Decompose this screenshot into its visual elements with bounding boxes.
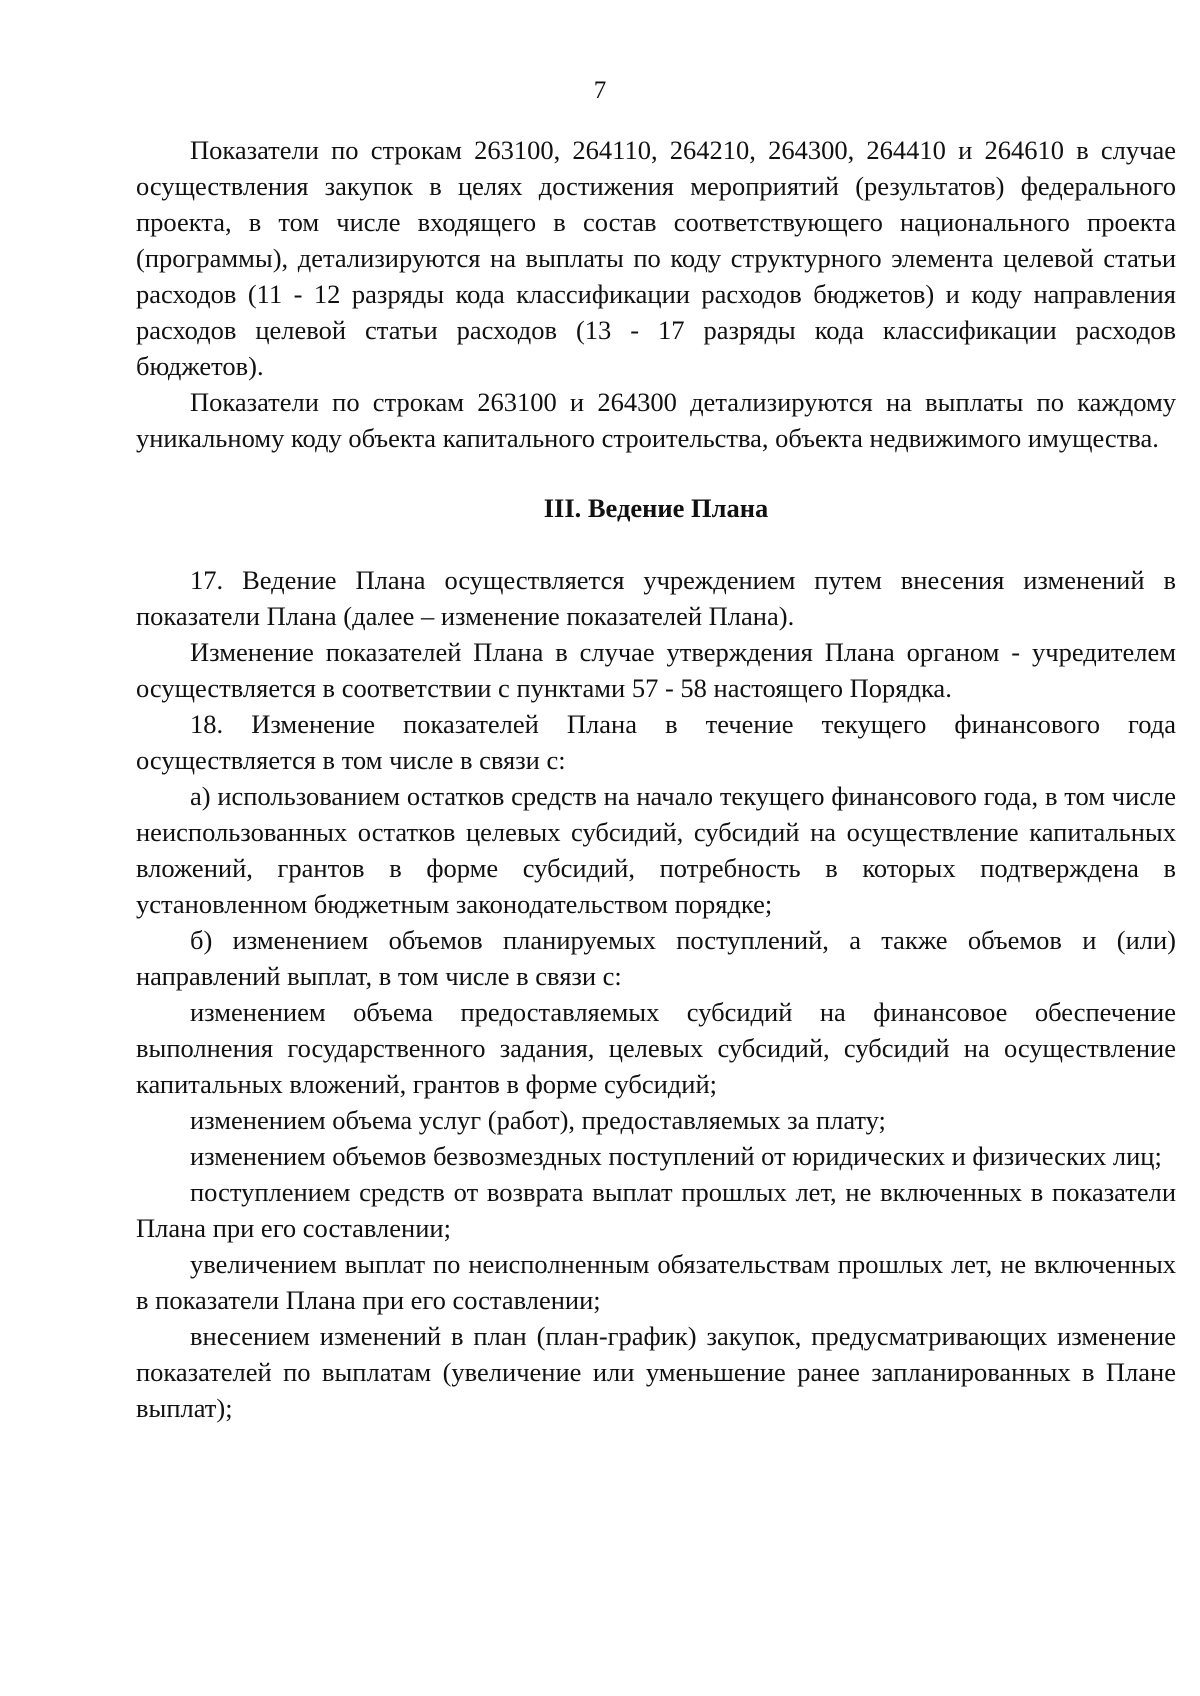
paragraph-unfulfilled-obligations: увеличением выплат по неисполненным обязательствам прошлых лет, не включенных в показатели Плана при его составлении; — [136, 1249, 1176, 1315]
paragraph-procurement-plan-changes: внесением изменений в план (план-график) закупок, предусматривающих изменение показателей по выплатам (увеличение или уменьшение ранее запланированных в Плане выплат); — [136, 1321, 1176, 1423]
paragraph-item-18-b: б) изменением объемов планируемых поступлений, а также объемов и (или) направлений выплат, в том числе в связи с: — [136, 925, 1176, 991]
paragraph-subsidies-change: изменением объема предоставляемых субсидий на финансовое обеспечение выполнения государственного задания, целевых субсидий, субсидий на осуществление капитальных вложений, грантов в форме субсидий; — [136, 997, 1176, 1099]
paragraph-gratuitous-receipts: изменением объемов безвозмездных поступлений от юридических и физических лиц; — [190, 1141, 1162, 1171]
paragraph-item-18-a: а) использованием остатков средств на начало текущего финансового года, в том числе неиспользованных остатков целевых субсидий, субсидий на осуществление капитальных вложений, грантов в форме субсидий, потребность в которых подтверждена в установленном бюджетным законодательством порядке; — [136, 781, 1176, 919]
paragraph-item-18: 18. Изменение показателей Плана в течение текущего финансового года осуществляется в том числе в связи с: — [136, 709, 1176, 775]
paragraph-detail-lines: Показатели по строкам 263100, 264110, 264210, 264300, 264410 и 264610 в случае осуществления закупок в целях достижения мероприятий (результатов) федерального проекта, в том числе входящего в состав соответствующего национального проекта (программы), детализируются на выплаты по коду структурного элемента целевой статьи расходов (11 - 12 разряды кода классификации расходов бюджетов) и коду направления расходов целевой статьи расходов (13 - 17 разряды кода классификации расходов бюджетов). — [136, 135, 1176, 381]
section-heading: III. Ведение Плана — [543, 493, 769, 523]
paragraph-plan-approval: Изменение показателей Плана в случае утверждения Плана органом - учредителем осуществляется в соответствии с пунктами 57 - 58 настоящего Порядка. — [136, 637, 1176, 703]
document-body — [136, 132, 1176, 1426]
paragraph-refund-receipts: поступлением средств от возврата выплат прошлых лет, не включенных в показатели Плана при его составлении; — [136, 1177, 1176, 1243]
page-number: 7 — [593, 77, 607, 104]
paragraph-services-change: изменением объема услуг (работ), предоставляемых за плату; — [190, 1105, 886, 1135]
paragraph-item-17: 17. Ведение Плана осуществляется учреждением путем внесения изменений в показатели Плана (далее – изменение показателей Плана). — [136, 565, 1176, 631]
paragraph-detail-objects: Показатели по строкам 263100 и 264300 детализируются на выплаты по каждому уникальному коду объекта капитального строительства, объекта недвижимого имущества. — [136, 387, 1176, 453]
